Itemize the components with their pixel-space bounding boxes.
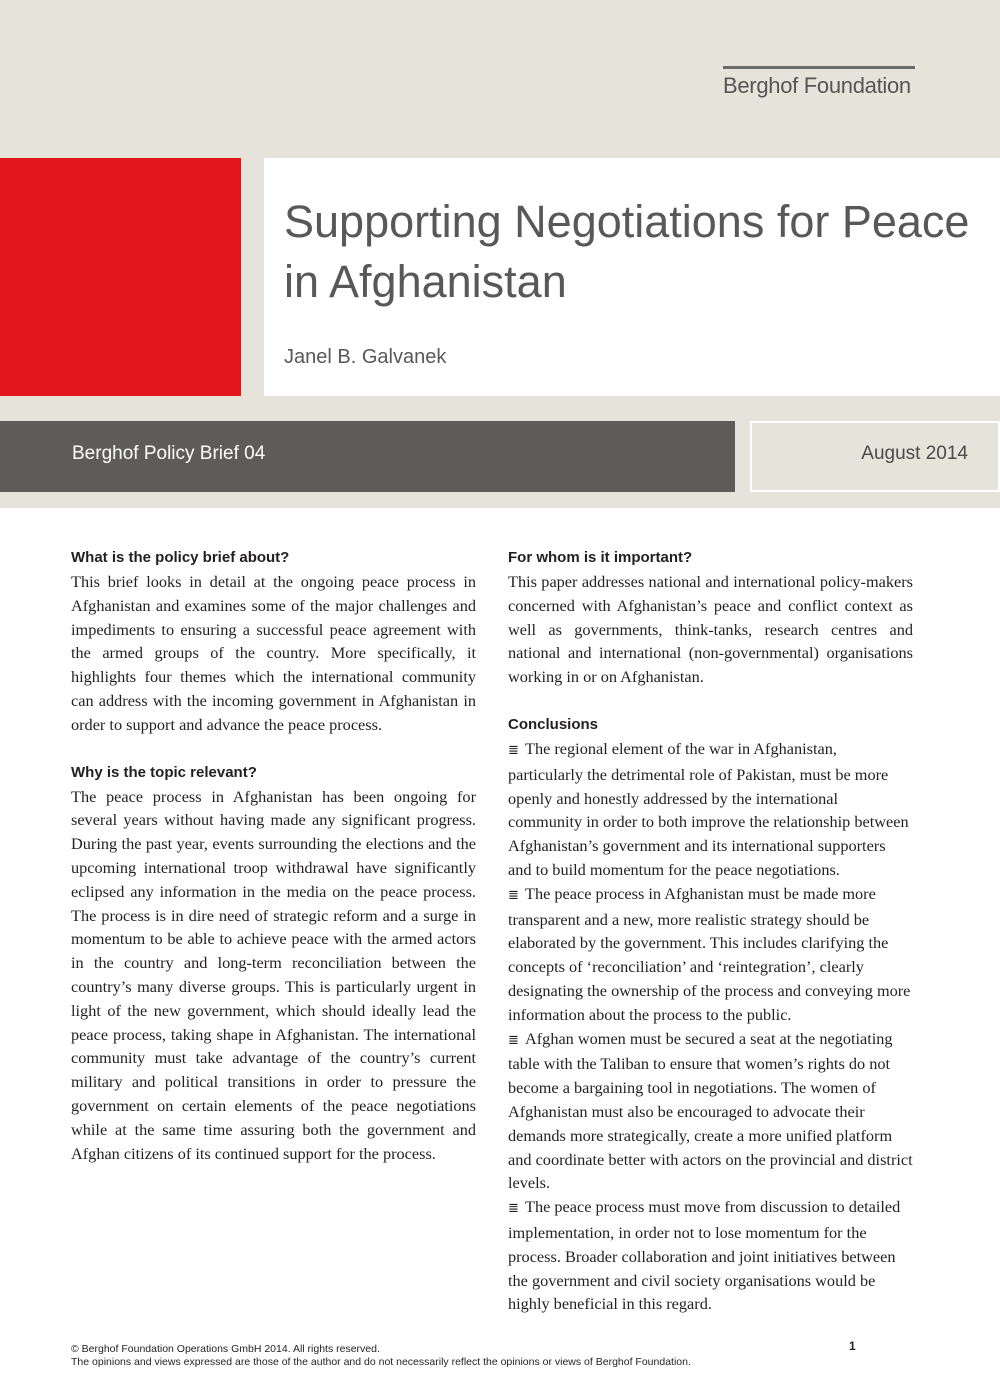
date-box	[750, 421, 1000, 492]
conclusion-item	[508, 1027, 913, 1196]
page-title: Supporting Negotiations for Peace in Afghanistan	[284, 196, 970, 307]
page-number: 1	[849, 1339, 856, 1353]
series-label: Berghof Policy Brief 04	[72, 443, 266, 464]
disclaimer: The opinions and views expressed are those of the author and do not necessarily reflect the opinions or views of Berghof Foundation.	[71, 1356, 691, 1368]
section-heading: Why is the topic relevant?	[71, 763, 257, 781]
conclusion-text: Afghan women must be secured a seat at the negotiating table with the Taliban to ensure that women’s rights do not become a bargaining tool in negotiations. The women of Afghanistan must also be encouraged to advocate their demands more strategically, create a more unified platform and coordinate better with actors on the provincial and district levels.	[508, 1028, 913, 1193]
conclusion-text: The peace process must move from discussion to detailed implementation, in order not to lose momentum for the process. Broader collaboration and joint initiatives between the government and civil society organisations would be highly beneficial in this regard.	[508, 1197, 901, 1314]
list-lines-icon: ≣	[508, 1201, 519, 1217]
section-conclusions	[508, 713, 913, 1316]
conclusion-text: The peace process in Afghanistan must be made more transparent and a new, more realistic strategy should be elaborated by the government. This includes clarifying the concepts of ‘reconciliation’ and ‘reintegration’, clearly designating the ownership of the process and conveying more information about the process to the public.	[508, 883, 911, 1024]
accent-red-block	[0, 158, 241, 396]
section-body: This brief looks in detail at the ongoing peace process in Afghanistan and examines some of the major challenges and impediments to ensuring a successful peace agreement with the armed groups of the country. More specifically, it highlights four themes which the international community can address with the incoming government in Afghanistan in order to support and advance the peace process.	[71, 572, 476, 734]
section-heading: For whom is it important?	[508, 549, 693, 566]
conclusion-text: The regional element of the war in Afghanistan, particularly the detrimental role of Pakistan, must be more openly and honestly addressed by the international community in order to both improve the relationship between Afghanistan’s government and its international supporters and to build momentum for the peace negotiations.	[508, 738, 909, 879]
section-heading: Conclusions	[508, 715, 599, 733]
conclusion-item	[508, 737, 913, 882]
list-lines-icon: ≣	[508, 742, 519, 758]
conclusion-item	[508, 1195, 913, 1316]
series-bar	[0, 421, 735, 492]
berghof-logo: Berghof Foundation	[723, 66, 915, 99]
title-box	[264, 158, 1000, 396]
conclusion-item	[508, 882, 913, 1027]
section-about	[71, 546, 476, 737]
list-lines-icon: ≣	[508, 887, 519, 903]
right-column	[508, 546, 913, 1340]
section-audience	[508, 546, 913, 689]
footer	[71, 1343, 871, 1369]
copyright-notice: © Berghof Foundation Operations GmbH 2014. All rights reserved.	[71, 1343, 380, 1355]
list-lines-icon: ≣	[508, 1032, 519, 1048]
left-column	[71, 546, 476, 1189]
publication-date: August 2014	[861, 443, 968, 464]
section-body: This paper addresses national and international policy-makers concerned with Afghanistan’s peace and conflict context as well as governments, think-tanks, research centres and national and international (non-governmental) organisations working in or on Afghanistan.	[508, 572, 913, 687]
section-relevance	[71, 761, 476, 1166]
section-heading: What is the policy brief about?	[71, 549, 290, 566]
section-body: The peace process in Afghanistan has been ongoing for several years without having made any significant progress. During the past year, events surrounding the elections and the upcoming international troop withdrawal have significantly eclipsed any information in the media on the peace process. The process is in dire need of strategic reform and a surge in momentum to be able to achieve peace with the armed actors in the country and long-term reconciliation between the country’s many diverse groups. This is particularly urgent in light of the new government, which should ideally lead the peace process, taking shape in Afghanistan. The international community must take advantage of the country’s current military and political transitions in order to pressure the government on certain elements of the peace negotiations while at the same time assuring both the government and Afghan citizens of its continued support for the process.	[71, 786, 476, 1163]
author-name: Janel B. Galvanek	[284, 346, 447, 368]
